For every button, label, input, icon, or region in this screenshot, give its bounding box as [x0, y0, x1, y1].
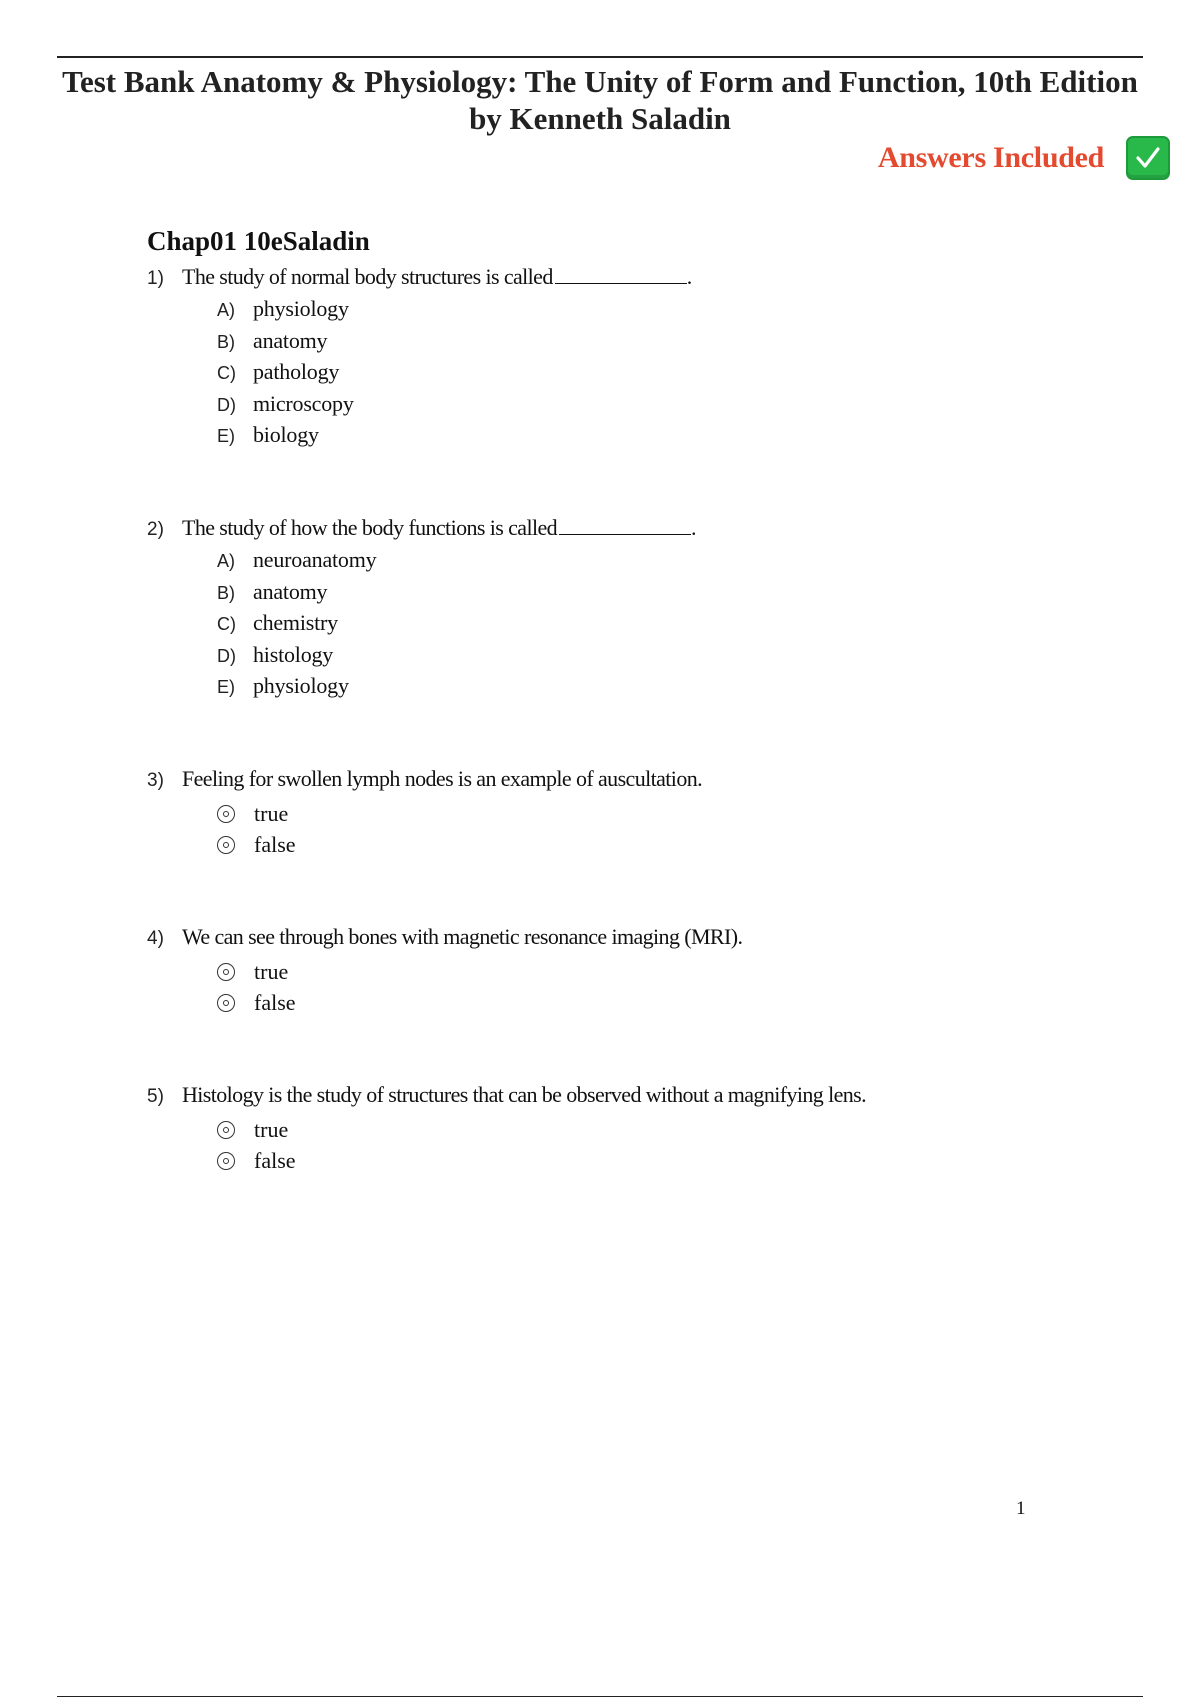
option-text: anatomy [253, 327, 328, 353]
choice-false[interactable] [217, 830, 1147, 862]
radio-button-icon[interactable] [217, 836, 235, 854]
question-text: The study of normal body structures is called [182, 264, 553, 289]
choice-label: true [254, 1116, 289, 1142]
true-false-options [217, 956, 1147, 1019]
option-a[interactable] [217, 547, 1147, 579]
question-number: 5) [147, 1086, 164, 1107]
check-mark-icon [1126, 136, 1170, 180]
choice-true[interactable] [217, 798, 1147, 830]
question-2 [147, 515, 1147, 705]
choice-label: false [254, 1148, 296, 1174]
choice-false[interactable] [217, 1146, 1147, 1178]
options-list [217, 296, 1147, 454]
choice-label: true [254, 800, 289, 826]
option-letter: A) [217, 300, 235, 320]
option-text: anatomy [253, 578, 328, 604]
option-letter: C) [217, 363, 236, 383]
option-letter: B) [217, 331, 235, 352]
page-number: 1 [1016, 1498, 1026, 1519]
document-title [20, 63, 1180, 137]
question-number: 2) [147, 519, 164, 540]
option-text: biology [253, 422, 319, 447]
option-c[interactable] [217, 610, 1147, 642]
options-list [217, 547, 1147, 705]
option-c[interactable] [217, 359, 1147, 391]
question-suffix: . [686, 264, 693, 289]
chapter-heading: Chap01 10eSaladin [147, 226, 370, 256]
radio-button-icon[interactable] [217, 1152, 235, 1170]
question-number: 3) [147, 770, 164, 791]
option-d[interactable] [217, 391, 1147, 423]
radio-button-icon[interactable] [217, 1121, 235, 1139]
option-text: physiology [253, 673, 349, 698]
question-number: 4) [147, 928, 164, 949]
option-text: physiology [253, 296, 349, 321]
question-text: We can see through bones with magnetic resonance imaging (MRI). [182, 924, 743, 949]
question-3 [147, 766, 1147, 861]
question-suffix: . [691, 515, 697, 540]
option-letter: B) [217, 582, 235, 603]
question-text: Histology is the study of structures that can be observed without a magnifying lens. [182, 1082, 867, 1107]
choice-label: false [254, 990, 296, 1016]
answer-blank [559, 533, 691, 535]
option-letter: C) [217, 614, 236, 634]
question-text: Feeling for swollen lymph nodes is an example of auscultation. [182, 766, 703, 791]
option-letter: E) [217, 426, 235, 446]
choice-false[interactable] [217, 988, 1147, 1020]
title-line-1: Test Bank Anatomy & Physiology: The Unity of Form and Function, 10th Edition [62, 64, 1138, 99]
question-4 [147, 924, 1147, 1019]
option-text: chemistry [253, 610, 338, 635]
true-false-options [217, 1114, 1147, 1177]
answers-included-label: Answers Included [877, 141, 1104, 174]
question-text: The study of how the body functions is called [182, 515, 558, 540]
option-text: neuroanatomy [253, 547, 377, 572]
radio-button-icon[interactable] [217, 994, 235, 1012]
choice-true[interactable] [217, 956, 1147, 988]
option-letter: A) [217, 551, 235, 571]
answers-included-badge [878, 134, 1170, 182]
answer-blank [555, 282, 687, 284]
option-letter: D) [217, 645, 236, 666]
question-5 [147, 1082, 1147, 1177]
option-text: histology [253, 641, 334, 667]
top-rule [57, 56, 1143, 58]
option-text: microscopy [253, 390, 354, 416]
radio-button-icon[interactable] [217, 805, 235, 823]
true-false-options [217, 798, 1147, 861]
question-1 [147, 264, 1147, 454]
title-line-2: by Kenneth Saladin [469, 101, 731, 136]
option-b[interactable] [217, 328, 1147, 360]
option-e[interactable] [217, 673, 1147, 705]
option-d[interactable] [217, 642, 1147, 674]
option-letter: E) [217, 677, 235, 697]
option-letter: D) [217, 394, 236, 415]
bottom-rule [57, 1696, 1143, 1697]
option-a[interactable] [217, 296, 1147, 328]
option-e[interactable] [217, 422, 1147, 454]
choice-true[interactable] [217, 1114, 1147, 1146]
question-number: 1) [147, 268, 164, 289]
radio-button-icon[interactable] [217, 963, 235, 981]
choice-label: false [254, 832, 296, 858]
choice-label: true [254, 958, 289, 984]
option-b[interactable] [217, 579, 1147, 611]
option-text: pathology [253, 359, 340, 384]
